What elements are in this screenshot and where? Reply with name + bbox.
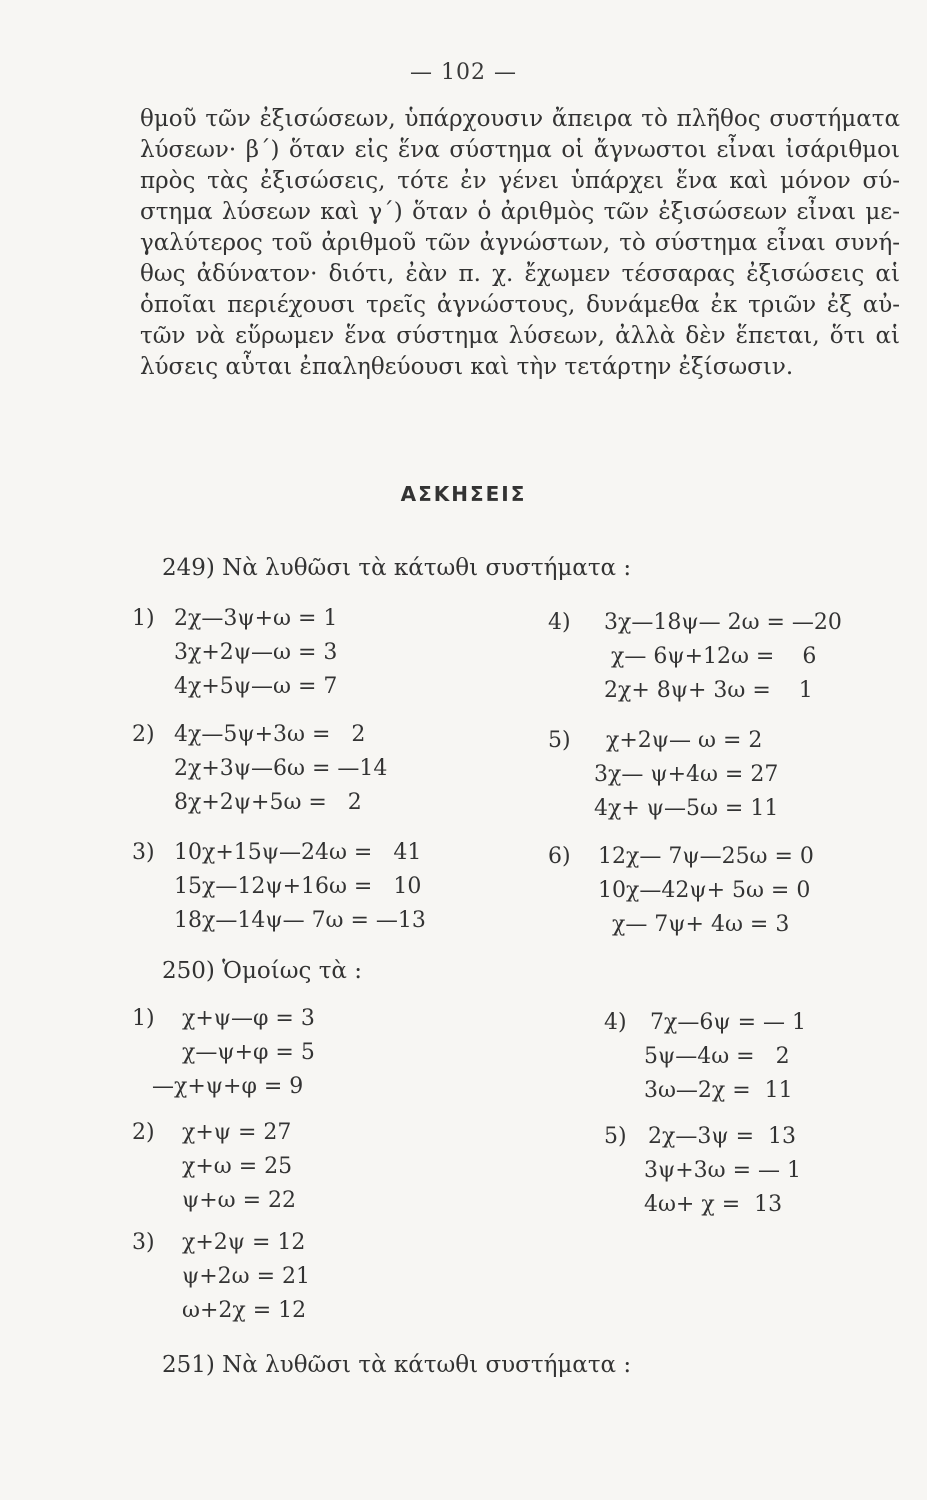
equation: 2χ—3ψ = 13 <box>648 1124 796 1149</box>
equation: χ—ψ+φ = 5 <box>182 1040 315 1065</box>
paragraph-line: γαλύτερος τοῦ ἀριθμοῦ τῶν ἀγνώστων, τὸ σύστημα εἶναι συνή- <box>140 230 900 256</box>
paragraph-line: θμοῦ τῶν ἐξισώσεων, ὑπάρχουσιν ἄπειρα τὸ πλῆθος συστήματα <box>140 106 900 132</box>
equation: 3ψ+3ω = — 1 <box>644 1158 802 1183</box>
equation: 8χ+2ψ+5ω = 2 <box>174 790 362 815</box>
paragraph-line: θως ἀδύνατον· διότι, ἐὰν π. χ. ἔχωμεν τέσσαρας ἐξισώσεις αἱ <box>140 261 900 287</box>
exercise-251-intro: 251) Νὰ λυθῶσι τὰ κάτωθι συστήματα : <box>162 1352 632 1378</box>
equation: 18χ—14ψ— 7ω = —13 <box>174 908 426 933</box>
paragraph-line: λύσεις αὗται ἐπαληθεύουσι καὶ τὴν τετάρτην ἐξίσωσιν. <box>140 354 794 380</box>
equation: χ+ω = 25 <box>182 1154 293 1179</box>
equation: 3ω—2χ = 11 <box>644 1078 793 1103</box>
equation: ω+2χ = 12 <box>182 1298 307 1323</box>
system-label: 4) <box>604 1010 627 1035</box>
equation: 3χ+2ψ—ω = 3 <box>174 640 338 665</box>
equation: 4χ+5ψ—ω = 7 <box>174 674 338 699</box>
system-label: 4) <box>548 610 571 635</box>
equation: χ+2ψ = 12 <box>182 1230 306 1255</box>
equation: ψ+ω = 22 <box>182 1188 297 1213</box>
system-label: 2) <box>132 1120 155 1145</box>
equation: 4χ—5ψ+3ω = 2 <box>174 722 366 747</box>
equation: 3χ—18ψ— 2ω = —20 <box>604 610 842 635</box>
equation: 7χ—6ψ = — 1 <box>650 1010 806 1035</box>
equation: —χ+ψ+φ = 9 <box>152 1074 304 1099</box>
equation: χ+2ψ— ω = 2 <box>606 728 763 753</box>
equation: χ— 6ψ+12ω = 6 <box>604 644 817 669</box>
equation: 4χ+ ψ—5ω = 11 <box>594 796 779 821</box>
page-number: — 102 — <box>410 60 517 85</box>
paragraph-line: λύσεων· β΄) ὅταν εἰς ἕνα σύστημα οἱ ἄγνωστοι εἶναι ἰσάριθμοι <box>140 137 900 163</box>
system-label: 6) <box>548 844 571 869</box>
equation: 4ω+ χ = 13 <box>644 1192 783 1217</box>
exercise-250-intro: 250) Ὁμοίως τὰ : <box>162 958 363 984</box>
equation: 12χ— 7ψ—25ω = 0 <box>598 844 814 869</box>
equation: χ+ψ = 27 <box>182 1120 292 1145</box>
equation: 15χ—12ψ+16ω = 10 <box>174 874 422 899</box>
equation: 10χ—42ψ+ 5ω = 0 <box>598 878 811 903</box>
section-heading: ΑΣΚΗΣΕΙΣ <box>400 482 527 506</box>
system-label: 2) <box>132 722 155 747</box>
equation: χ+ψ—φ = 3 <box>182 1006 315 1031</box>
equation: 2χ—3ψ+ω = 1 <box>174 606 338 631</box>
system-label: 3) <box>132 840 155 865</box>
equation: ψ+2ω = 21 <box>182 1264 311 1289</box>
system-label: 5) <box>604 1124 627 1149</box>
system-label: 1) <box>132 1006 155 1031</box>
equation: 5ψ—4ω = 2 <box>644 1044 790 1069</box>
exercise-249-intro: 249) Νὰ λυθῶσι τὰ κάτωθι συστήματα : <box>162 555 632 581</box>
system-label: 5) <box>548 728 571 753</box>
system-label: 1) <box>132 606 155 631</box>
paragraph-line: στημα λύσεων καὶ γ΄) ὅταν ὁ ἀριθμὸς τῶν ἐξισώσεων εἶναι με- <box>140 199 900 225</box>
paragraph-line: πρὸς τὰς ἐξισώσεις, τότε ἐν γένει ὑπάρχει ἕνα καὶ μόνον σύ- <box>140 168 900 194</box>
equation: 3χ— ψ+4ω = 27 <box>594 762 779 787</box>
equation: 2χ+ 8ψ+ 3ω = 1 <box>604 678 813 703</box>
body-paragraph <box>140 104 900 383</box>
system-label: 3) <box>132 1230 155 1255</box>
paragraph-line: τῶν νὰ εὕρωμεν ἕνα σύστημα λύσεων, ἀλλὰ δὲν ἕπεται, ὅτι αἱ <box>140 323 900 349</box>
equation: χ— 7ψ+ 4ω = 3 <box>598 912 790 937</box>
paragraph-line: ὁποῖαι περιέχουσι τρεῖς ἀγνώστους, δυνάμεθα ἐκ τριῶν ἐξ αὐ- <box>140 292 900 318</box>
equation: 2χ+3ψ—6ω = —14 <box>174 756 388 781</box>
equation: 10χ+15ψ—24ω = 41 <box>174 840 422 865</box>
